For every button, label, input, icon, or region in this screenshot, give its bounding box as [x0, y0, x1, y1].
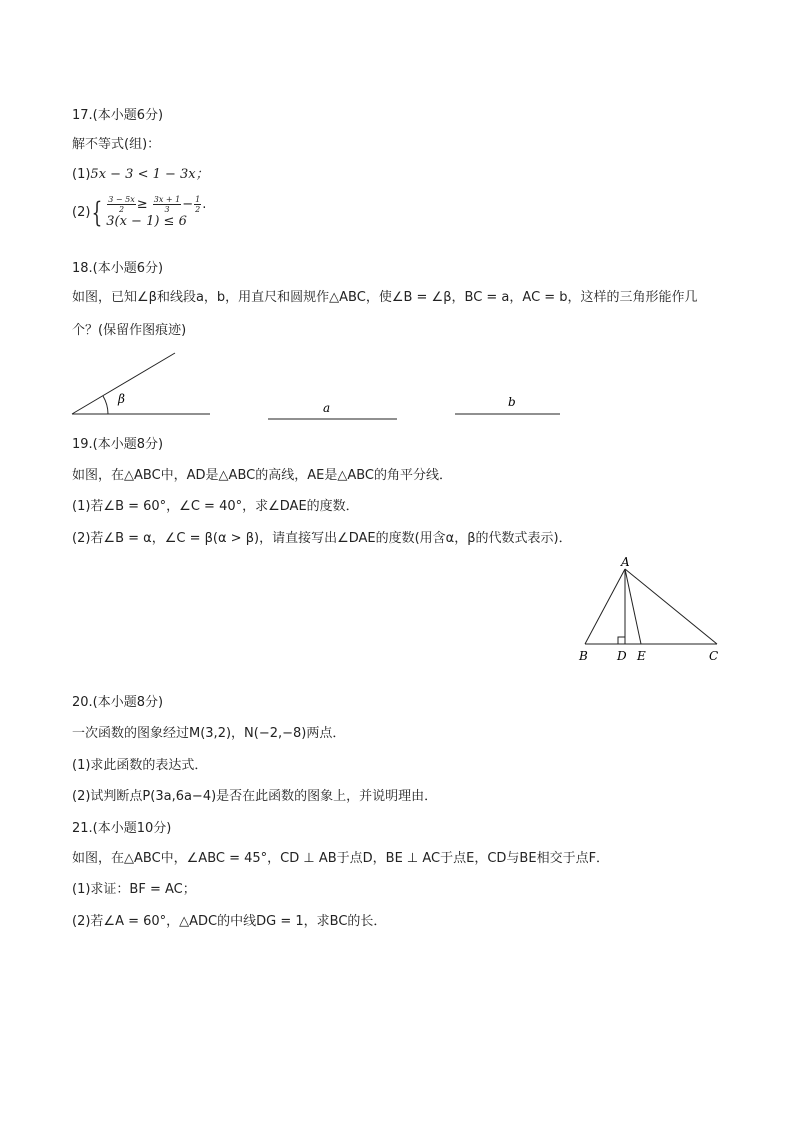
- q19-text: 如图，在△ABC中，AD是△ABC的高线，AE是△ABC的角平分线．: [72, 468, 452, 483]
- q21-part1: (1)求证：BF = AC；: [72, 882, 196, 897]
- label-C: C: [709, 649, 719, 663]
- q18-header: 18.(本小题6分): [72, 261, 164, 276]
- q17-frac3: $\frac{1}{2}$: [195, 195, 201, 214]
- q20-header: 20.(本小题8分): [72, 695, 164, 710]
- angle-beta-figure: [72, 353, 210, 414]
- q19-part1: (1)若∠B = 60°，∠C = 40°，求∠DAE的度数．: [72, 499, 359, 514]
- segment-a-figure: [268, 401, 397, 419]
- q21-part2: (2)若∠A = 60°，△ADC的中线DG = 1，求BC的长．: [72, 914, 387, 929]
- q17-part1-expr: 5x − 3 < 1 − 3x；: [90, 167, 209, 182]
- q19-part2: (2)若∠B = α，∠C = β(α > β)，请直接写出∠DAE的度数(用含α，β的代数式表示)．: [72, 531, 572, 546]
- q20-part1: (1)求此函数的表达式．: [72, 758, 208, 773]
- q21-text: 如图，在△ABC中，∠ABC = 45°，CD ⊥ AB于点D，BE ⊥ AC于点E，CD与BE相交于点F．: [72, 851, 610, 866]
- q17-header: 17.(本小题6分): [72, 108, 164, 123]
- left-brace-icon: {: [91, 195, 103, 229]
- label-E: E: [637, 649, 646, 663]
- q21-header: 21.(本小题10分): [72, 821, 172, 836]
- segment-b-figure: [455, 395, 560, 414]
- label-D: D: [617, 649, 627, 663]
- right-angle-mark: [618, 637, 625, 644]
- label-a: a: [323, 401, 331, 415]
- q17-instruction: 解不等式(组)：: [72, 137, 161, 152]
- q18-text-line2: 个？(保留作图痕迹): [72, 323, 187, 338]
- q17-part1-label: (1): [72, 167, 91, 182]
- label-beta: β: [118, 392, 125, 406]
- q20-text: 一次函数的图象经过M(3,2)，N(−2,−8)两点．: [72, 726, 346, 741]
- triangle-abc-figure: [578, 555, 718, 663]
- q20-part2: (2)试判断点P(3a,6a−4)是否在此函数的图象上，并说明理由．: [72, 789, 438, 804]
- q17-part2-label: (2): [72, 205, 91, 220]
- q17-system-line2: 3(x − 1) ≤ 6: [106, 214, 187, 229]
- q17-frac2: $\frac{3x + 1}{3}$: [153, 195, 181, 214]
- q17-system-line1: $\frac{3 - 5x}{2}$ ≥ $\frac{3x + 1}{3}$ − $\frac{1}{2}$ .: [108, 195, 207, 214]
- q19-header: 19.(本小题8分): [72, 437, 164, 452]
- label-b: b: [508, 395, 516, 409]
- label-A: A: [621, 555, 630, 569]
- q18-text-line1: 如图，已知∠β和线段a，b，用直尺和圆规作△ABC，使∠B = ∠β，BC = a，AC = b，这样的三角形能作几: [72, 290, 698, 305]
- q17-frac1: $\frac{3 - 5x}{2}$: [108, 195, 135, 214]
- label-B: B: [579, 649, 588, 663]
